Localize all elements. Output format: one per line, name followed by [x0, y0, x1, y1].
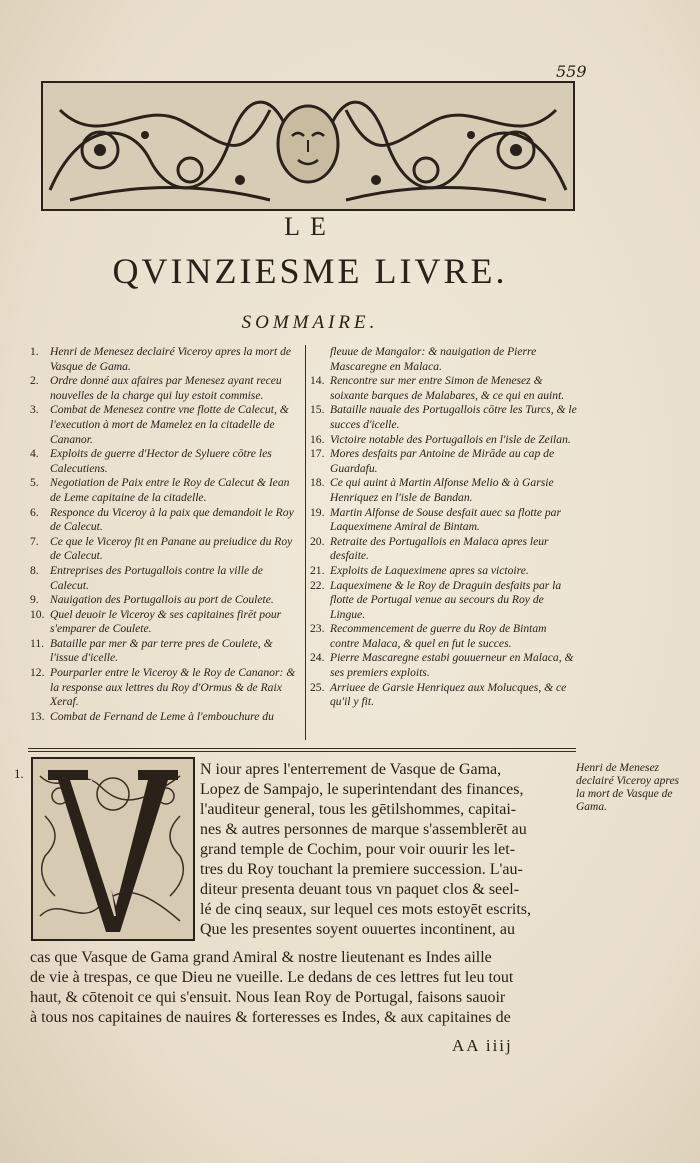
summary-entry: 19. Martin Alfonse de Souse desfait auec sa flotte par Laqueximene Amiral de Bintam. [310, 505, 561, 534]
body-line: Lopez de Sampajo, le superintendant des finances, [200, 781, 524, 798]
body-line: haut, & cōtenoit ce qui s'ensuit. Nous Iean Roy de Portugal, faisons sauoir [30, 989, 506, 1006]
body-line: Que les presentes soyent ouuertes incontinent, au [200, 921, 516, 938]
summary-entry: 10. Quel deuoir le Viceroy & ses capitaines firēt pour s'emparer de Coulete. [30, 607, 282, 636]
summary-entry: 11. Bataille par mer & par terre pres de Coulete, & l'issue d'icelle. [30, 636, 273, 665]
summary-column-left [30, 345, 302, 724]
summary-heading: SOMMAIRE. [241, 312, 379, 333]
body-line: lé de cinq seaux, sur lequel ces mots estoyēt escrits, [200, 901, 532, 918]
ornamental-headpiece [40, 80, 576, 212]
summary-column-right [310, 345, 578, 710]
body-line: l'auditeur general, tous les gētilshommes, capitai- [200, 801, 517, 818]
summary-entry: 16. Victoire notable des Portugallois en l'isle de Zeilan. [310, 432, 571, 446]
summary-entry: 25. Arriuee de Garsie Henriquez aux Molucques, & ce qu'il y fit. [310, 680, 567, 709]
body-line: N iour apres l'enterrement de Vasque de Gama, [200, 761, 502, 778]
summary-entry: 22. Laqueximene & le Roy de Draguin desfaits par la flotte de Portugal venue au secours du Roy de Lingue. [310, 578, 562, 621]
column-divider [305, 345, 306, 740]
body-line: à tous nos capitaines de nauires & forteresses es Indes, & aux capitaines de [30, 1009, 511, 1026]
book-title: QVINZIESME LIVRE. [112, 251, 508, 291]
page-number: 559 [556, 62, 587, 81]
margin-note: Henri de Menesez declairé Viceroy apres la mort de Vasque de Gama. [576, 762, 680, 813]
summary-entry: 23. Recommencement de guerre du Roy de Bintam contre Malaca, & quel en fut le succes. [310, 622, 547, 650]
summary-entry: 14. Rencontre sur mer entre Simon de Menesez & soixante barques de Malabares, & ce qui en auint. [310, 374, 565, 402]
section-number: 1. [14, 766, 24, 781]
summary-entry: 8. Entreprises des Portugallois contre la ville de Calecut. [30, 563, 263, 592]
summary-entry: 24. Pierre Mascaregne estabi gouuerneur en Malaca, & ses premiers exploits. [310, 651, 574, 680]
summary-entry: 7. Ce que le Viceroy fit en Panane au preiudice du Roy de Calecut. [30, 534, 293, 563]
summary-entry: 13. Combat de Fernand de Leme à l'embouchure du [30, 709, 274, 723]
body-line: grand temple de Cochim, pour voir ouurir les let- [200, 841, 516, 858]
summary-entry: 17. Mores desfaits par Antoine de Mirāde au cap de Guardafu. [310, 447, 555, 475]
summary-entry: fleuue de Mangalor: & nauigation de Pierre Mascaregne en Malaca. [330, 345, 537, 373]
summary-entry: 1. Henri de Menesez declairé Viceroy apres la mort de Vasque de Gama. [30, 345, 292, 373]
summary-entry: 21. Exploits de Laqueximene apres sa victoire. [310, 563, 529, 577]
section-rule [28, 748, 576, 752]
body-line: nes & autres personnes de marque s'assemblerēt au [200, 821, 527, 838]
summary-entry: 3. Combat de Menesez contre vne flotte de Calecut, & l'execution à mort de Mamelez en la citadelle de Cananor. [30, 403, 289, 446]
summary-entry: 4. Exploits de guerre d'Hector de Syluere cōtre les Calecutiens. [30, 447, 272, 475]
body-line: diteur presenta deuant tous vn paquet clos & seel- [200, 881, 520, 898]
body-line: cas que Vasque de Gama grand Amiral & nostre lieutenant es Indes aille [30, 949, 492, 966]
book-title-prefix: LE [284, 212, 336, 241]
summary-entry: 18. Ce qui auint à Martin Alfonse Melio & à Garsie Henriquez en l'isle de Bandan. [310, 476, 554, 504]
decorated-initial-v [30, 756, 196, 942]
signature-mark: AA iiij [452, 1036, 513, 1055]
summary-entry: 6. Responce du Viceroy à la paix que demandoit le Roy de Calecut. [30, 505, 294, 534]
summary-entry: 2. Ordre donné aux afaires par Menesez ayant receu nouvelles de la charge qui luy estoit commise. [30, 374, 282, 402]
body-line: tres du Roy touchant la premiere succession. L'au- [200, 861, 523, 878]
body-line: de vie à trespas, ce que Dieu ne vueille. Le dedans de ces lettres fut leu tout [30, 969, 514, 986]
summary-entry: 12. Pourparler entre le Viceroy & le Roy de Cananor: & la response aux lettres du Roy d'Ormus & de Raix Xeraf. [30, 666, 296, 709]
summary-entry: 20. Retraite des Portugallois en Malaca apres leur desfaite. [310, 534, 549, 563]
summary-entry: 5. Negotiation de Paix entre le Roy de Calecut & Iean de Leme capitaine de la citadelle. [30, 476, 290, 504]
summary-entry: 15. Bataille nauale des Portugallois cōtre les Turcs, & le succes d'icelle. [310, 403, 577, 431]
summary-entry: 9. Nauigation des Portugallois au port de Coulete. [30, 593, 274, 607]
